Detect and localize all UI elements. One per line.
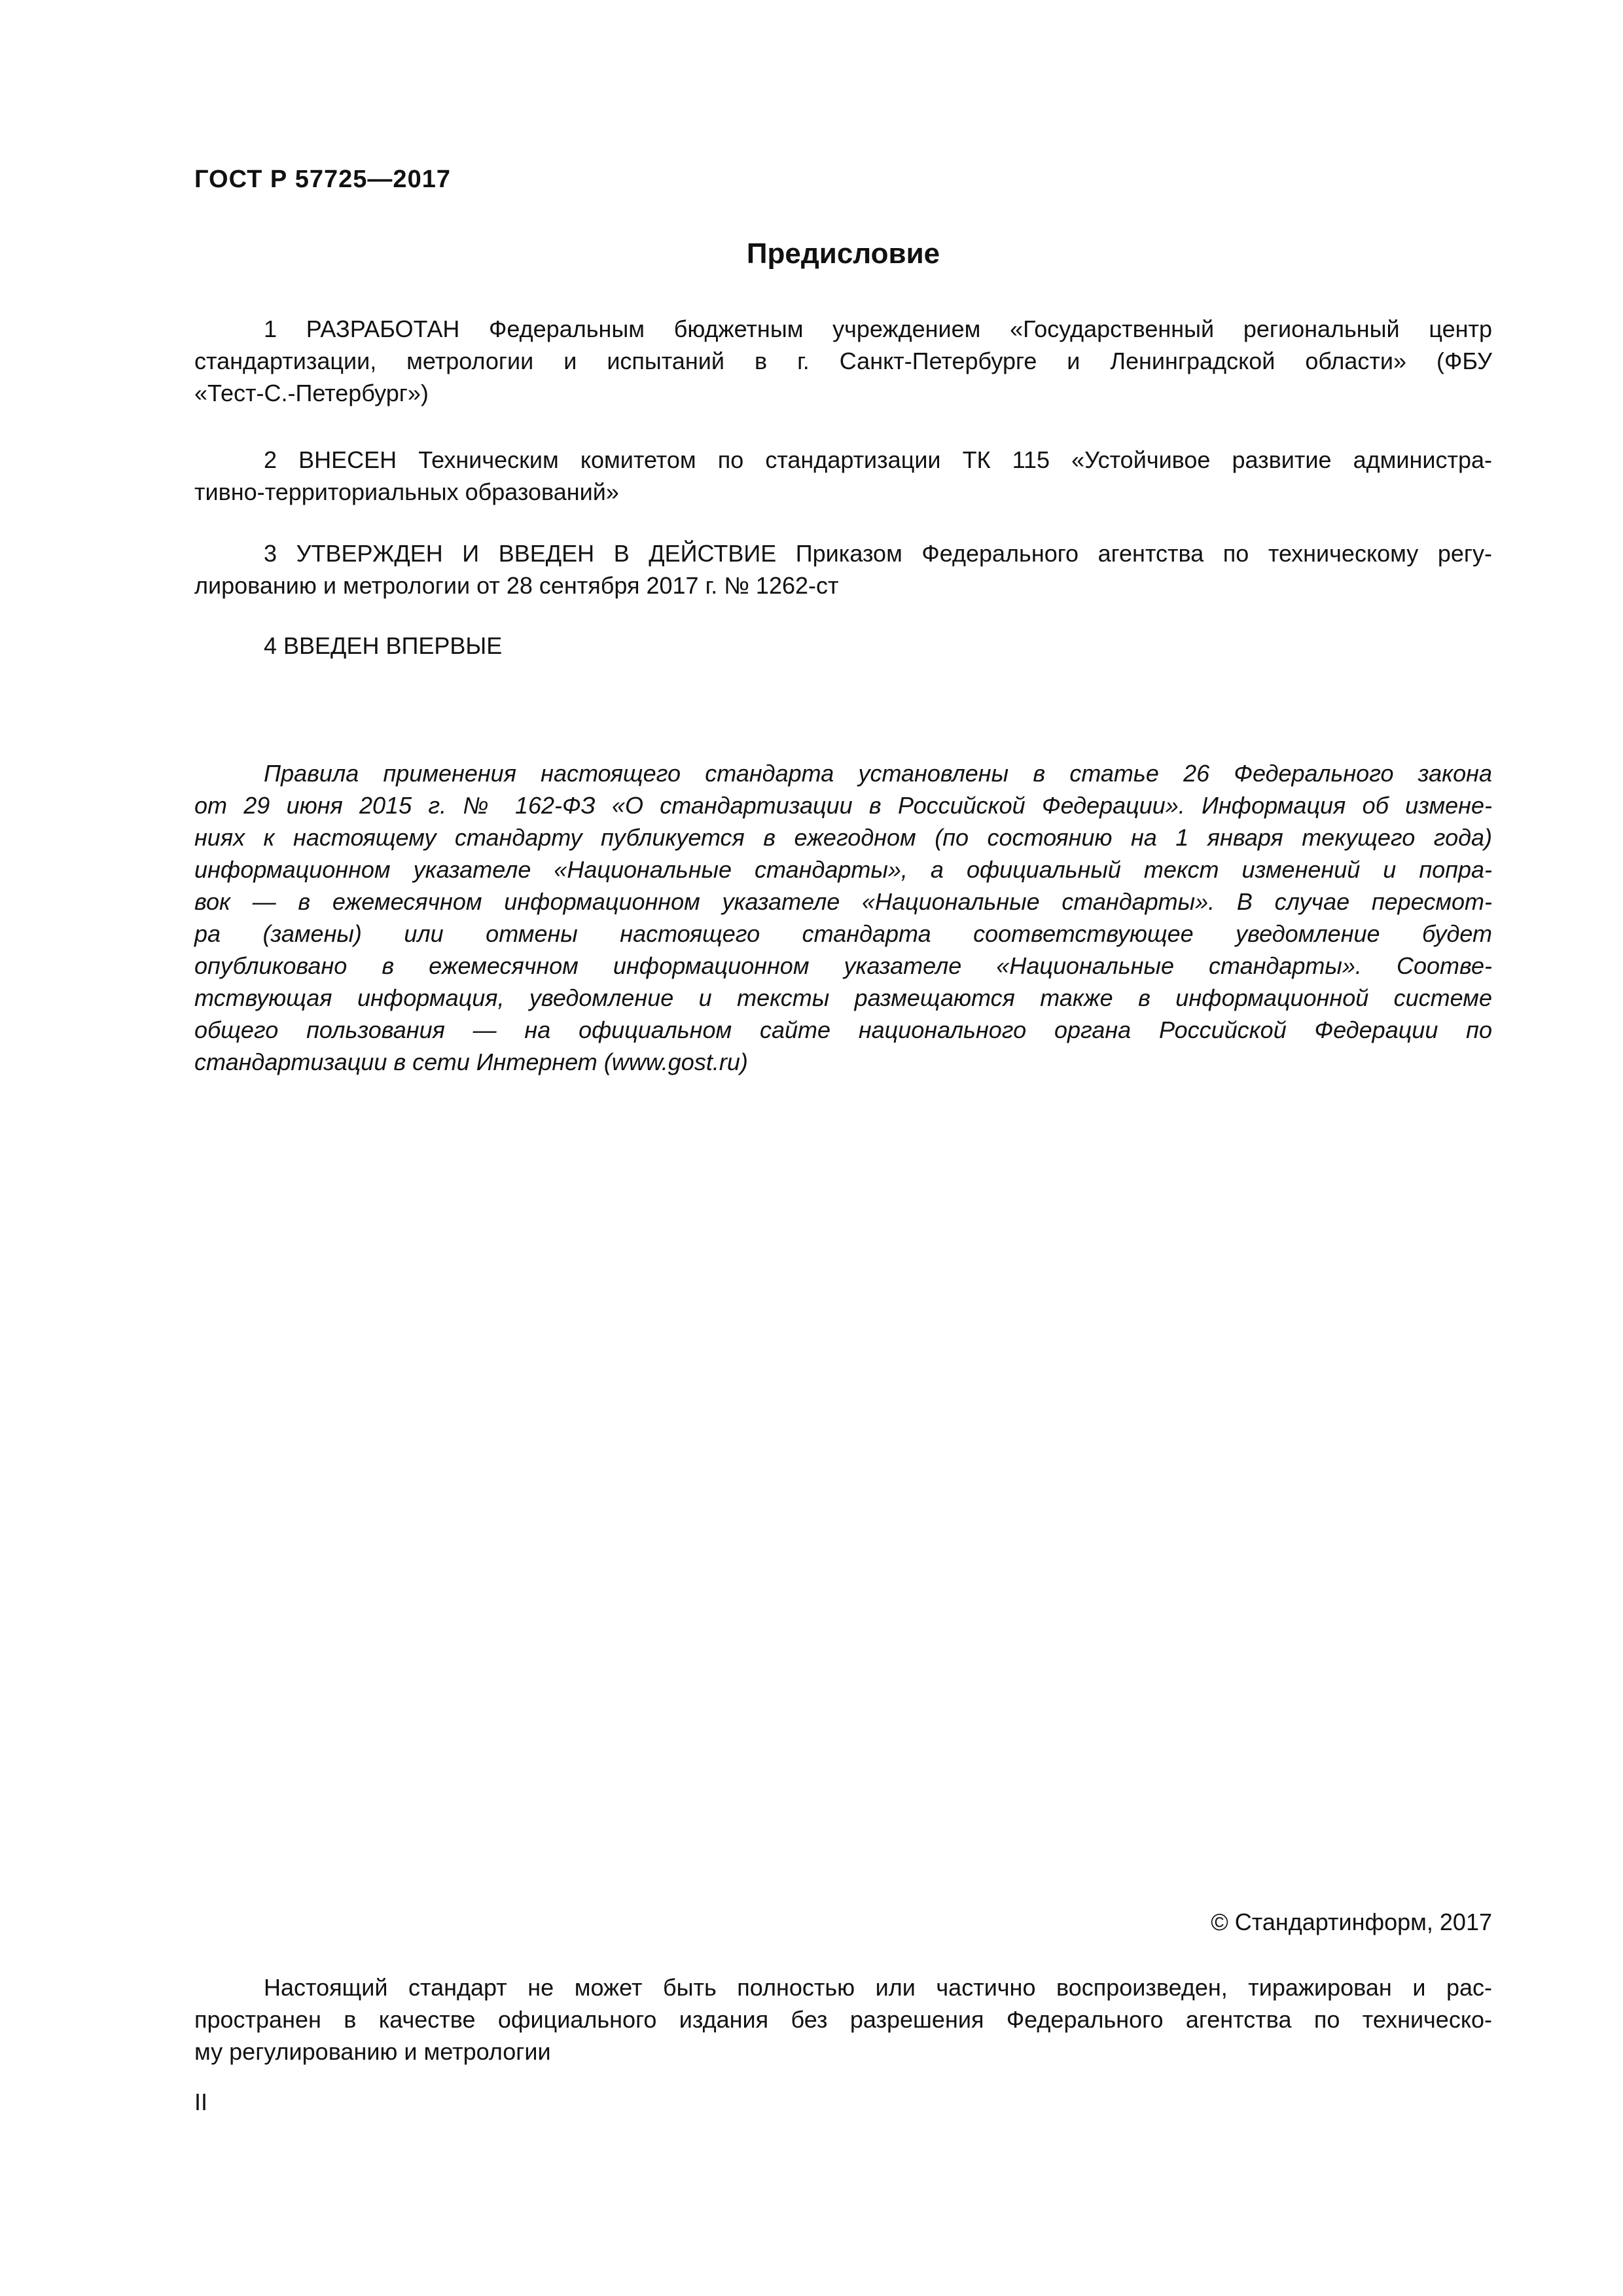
application-rules-note (194, 757, 1492, 1078)
reproduction-notice (194, 1971, 1492, 2068)
preface-item-line: «Тест-С.-Петербург») (194, 380, 429, 406)
preface-item-2 (194, 444, 1492, 508)
note-line: тствующая информация, уведомление и тексты размещаются также в информационной системе (194, 984, 1492, 1011)
preface-item-4 (194, 630, 1492, 662)
note-line: от 29 июня 2015 г. № 162-ФЗ «О стандартизации в Российской Федерации». Информация об измене- (194, 792, 1492, 819)
notice-line: му регулированию и метрологии (194, 2038, 551, 2065)
preface-item-line: стандартизации, метрологии и испытаний в г. Санкт-Петербурге и Ленинградской области» (ФБУ (194, 348, 1492, 374)
note-line: ниях к настоящему стандарту публикуется в ежегодном (по состоянию на 1 января текущего года) (194, 824, 1492, 851)
page-title: Предисловие (746, 238, 940, 270)
page-number: II (194, 2089, 208, 2115)
preface-item-line: 1 РАЗРАБОТАН Федеральным бюджетным учреждением «Государственный региональный центр (264, 315, 1492, 342)
preface-item-line: тивно-территориальных образований» (194, 478, 619, 505)
preface-item-line: 3 УТВЕРЖДЕН И ВВЕДЕН В ДЕЙСТВИЕ Приказом Федерального агентства по техническому регу- (264, 540, 1492, 567)
note-line: общего пользования — на официальном сайте национального органа Российской Федерации по (194, 1016, 1492, 1043)
preface-item-1 (194, 313, 1492, 409)
copyright: © Стандартинформ, 2017 (1211, 1909, 1492, 1935)
note-line: ра (замены) или отмены настоящего стандарта соответствующее уведомление будет (194, 920, 1492, 947)
document-code: ГОСТ Р 57725—2017 (194, 166, 451, 193)
preface-item-3 (194, 537, 1492, 601)
note-line: опубликовано в ежемесячном информационном указателе «Национальные стандарты». Соотве- (194, 952, 1492, 979)
note-line: Правила применения настоящего стандарта установлены в статье 26 Федерального закона (264, 760, 1492, 787)
notice-line: пространен в качестве официального издания без разрешения Федерального агентства по техническо- (194, 2006, 1492, 2033)
note-line: вок — в ежемесячном информационном указателе «Национальные стандарты». В случае пересмот- (194, 888, 1492, 915)
preface-item-line: лированию и метрологии от 28 сентября 2017 г. № 1262-ст (194, 572, 839, 599)
notice-line: Настоящий стандарт не может быть полностью или частично воспроизведен, тиражирован и рас- (264, 1974, 1492, 2001)
preface-item-line: 2 ВНЕСЕН Техническим комитетом по стандартизации ТК 115 «Устойчивое развитие администра- (264, 446, 1492, 473)
preface-item-line: 4 ВВЕДЕН ВПЕРВЫЕ (264, 632, 503, 659)
note-line: информационном указателе «Национальные стандарты», а официальный текст изменений и попра- (194, 856, 1492, 883)
note-line: стандартизации в сети Интернет (www.gost.ru) (194, 1049, 748, 1075)
